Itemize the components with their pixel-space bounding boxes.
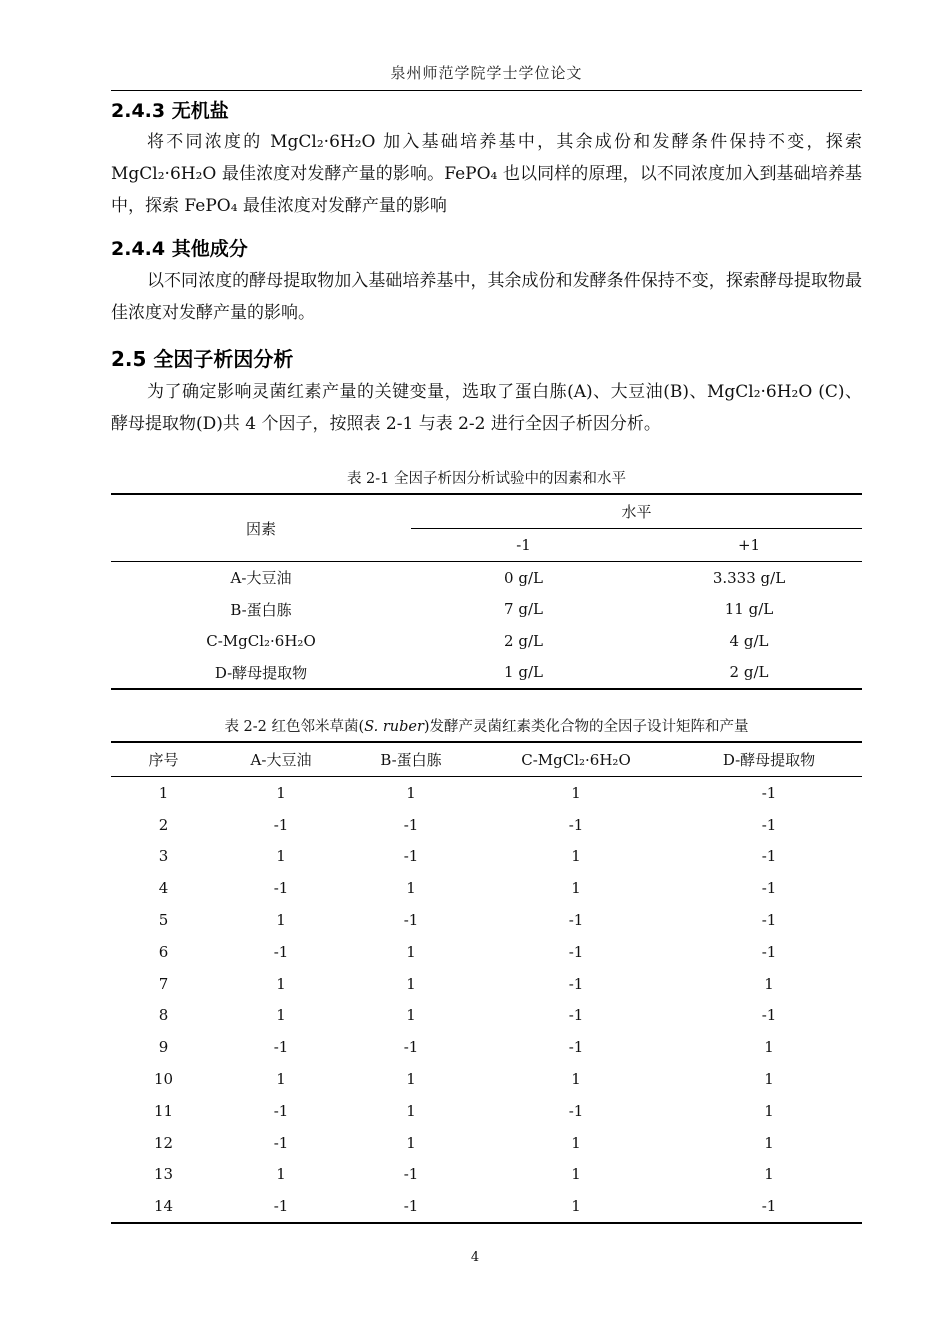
table2-caption-species: S. ruber <box>364 719 424 735</box>
table-cell: 1 <box>476 1190 676 1223</box>
table-cell: -1 <box>676 1190 862 1223</box>
table-cell: 1 <box>764 1133 774 1152</box>
table-cell: -1 <box>403 815 419 834</box>
table-cell: -1 <box>403 847 419 866</box>
table-cell: 1 <box>276 1165 286 1184</box>
table1-factor-header: 因素 <box>111 494 411 562</box>
factor-cell: B-蛋白胨 <box>230 600 292 619</box>
factor-cell: D-酵母提取物 <box>111 657 411 690</box>
table-cell: -1 <box>568 815 584 834</box>
table-cell: 1 <box>764 1165 774 1184</box>
table2-body <box>111 777 862 1224</box>
running-header: 泉州师范学院学士学位论文 <box>390 64 583 82</box>
table-cell: 1 <box>571 1133 581 1152</box>
table-cell: -1 <box>761 815 777 834</box>
table-row <box>111 625 862 657</box>
design-matrix-table <box>111 741 862 1224</box>
low-cell: 1 g/L <box>411 657 636 690</box>
table-cell: 1 <box>406 1133 416 1152</box>
table-cell: 1 <box>406 1070 416 1089</box>
table-cell: 1 <box>406 1006 416 1025</box>
table-row <box>111 904 862 936</box>
table-cell: -1 <box>761 879 777 898</box>
table-cell: 1 <box>406 942 416 961</box>
column-header: B-蛋白胨 <box>346 742 476 777</box>
table-row <box>111 809 862 841</box>
high-cell: 2 g/L <box>636 657 862 690</box>
table-cell: 1 <box>276 1070 286 1089</box>
table-cell: 12 <box>153 1133 174 1152</box>
table-row <box>111 1190 862 1223</box>
table-cell: -1 <box>568 942 584 961</box>
table-cell: 1 <box>571 1070 581 1089</box>
table2-header-row <box>111 742 862 777</box>
table-cell: -1 <box>761 942 777 961</box>
page-number: 4 <box>470 1250 480 1265</box>
table-cell: -1 <box>346 1190 476 1223</box>
low-cell: 7 g/L <box>504 600 543 619</box>
table1-level-header: 水平 <box>411 494 862 529</box>
column-header: 序号 <box>111 742 216 777</box>
table-row <box>111 1159 862 1191</box>
table-row <box>111 1031 862 1063</box>
table-cell: 13 <box>153 1165 174 1184</box>
heading-2-4-4: 2.4.4 其他成分 <box>111 238 248 260</box>
factor-cell: C-MgCl₂·6H₂O <box>206 631 316 650</box>
header-rule <box>111 90 862 91</box>
table-cell: -1 <box>761 911 777 930</box>
table-cell: 1 <box>764 1038 774 1057</box>
table-cell: 4 <box>158 879 169 898</box>
table-cell: -1 <box>403 1038 419 1057</box>
table-cell: -1 <box>273 942 289 961</box>
table-cell: 9 <box>158 1038 169 1057</box>
table-cell: -1 <box>403 1165 419 1184</box>
table-row <box>111 841 862 873</box>
table-cell: 8 <box>158 1006 169 1025</box>
table-cell: 1 <box>276 911 286 930</box>
table-row <box>111 872 862 904</box>
table-cell: 2 <box>158 815 169 834</box>
table-cell: 1 <box>276 974 286 993</box>
low-cell: 2 g/L <box>504 631 543 650</box>
table-row <box>111 1127 862 1159</box>
table-cell: 10 <box>153 1070 174 1089</box>
table-cell: 6 <box>158 942 169 961</box>
table-cell: 14 <box>111 1190 216 1223</box>
table-cell: 1 <box>764 974 774 993</box>
table-cell: -1 <box>568 911 584 930</box>
paragraph-2-5: 为了确定影响灵菌红素产量的关键变量，选取了蛋白胨(A)、大豆油(B)、MgCl₂·6H₂O (C)、酵母提取物(D)共 4 个因子，按照表 2-1 与表 2-2 进行全因子析因分析。 <box>111 382 862 434</box>
high-cell: 4 g/L <box>729 631 769 650</box>
table-cell: 5 <box>158 911 169 930</box>
table-cell: -1 <box>761 1006 777 1025</box>
table-row <box>111 1095 862 1127</box>
table-cell: 1 <box>406 783 416 802</box>
table-cell: 1 <box>276 1006 286 1025</box>
table-cell: 1 <box>571 783 581 802</box>
table1-high-header: +1 <box>636 529 862 562</box>
table-cell: 11 <box>153 1101 174 1120</box>
table-cell: 7 <box>158 974 169 993</box>
table-row <box>111 968 862 1000</box>
table-cell: -1 <box>273 815 289 834</box>
table-cell: 1 <box>158 783 169 802</box>
table-cell: -1 <box>761 847 777 866</box>
table-row <box>111 936 862 968</box>
table-cell: 1 <box>406 1101 416 1120</box>
column-header: D-酵母提取物 <box>676 742 862 777</box>
table-cell: 1 <box>406 879 416 898</box>
table2-caption-pre: 表 2-2 红色邻米草菌( <box>224 719 365 735</box>
table-cell: 1 <box>276 847 286 866</box>
table2-caption-post: )发酵产灵菌红素类化合物的全因子设计矩阵和产量 <box>423 719 749 735</box>
table-cell: 1 <box>571 1165 581 1184</box>
table-cell: 3 <box>158 847 169 866</box>
table-cell: 1 <box>764 1101 774 1120</box>
high-cell: 3.333 g/L <box>636 562 862 594</box>
table-cell: -1 <box>403 911 419 930</box>
table-cell: 1 <box>571 879 581 898</box>
heading-2-4-3: 2.4.3 无机盐 <box>111 100 229 122</box>
table-cell: -1 <box>273 879 289 898</box>
table-row <box>111 594 862 626</box>
table1-header-row <box>111 494 862 529</box>
table-cell: -1 <box>568 1038 584 1057</box>
table-cell: -1 <box>273 1133 289 1152</box>
table-cell: -1 <box>273 1101 289 1120</box>
column-header: C-MgCl₂·6H₂O <box>476 742 676 777</box>
factor-cell: A-大豆油 <box>111 562 411 594</box>
table-row <box>111 1000 862 1032</box>
low-cell: 0 g/L <box>411 562 636 594</box>
table-cell: -1 <box>568 1101 584 1120</box>
table-cell: 1 <box>406 974 416 993</box>
paragraph-2-4-4: 以不同浓度的酵母提取物加入基础培养基中，其余成份和发酵条件保持不变，探索酵母提取物最佳浓度对发酵产量的影响。 <box>111 271 862 323</box>
table2-caption <box>111 715 862 736</box>
table-row <box>111 562 862 594</box>
table-row <box>111 1063 862 1095</box>
table1-low-header: -1 <box>411 529 636 562</box>
table-row <box>111 657 862 690</box>
table-row <box>111 777 862 809</box>
table-cell: -1 <box>216 1190 346 1223</box>
table-cell: -1 <box>568 974 584 993</box>
column-header: A-大豆油 <box>216 742 346 777</box>
table-cell: -1 <box>568 1006 584 1025</box>
heading-2-5: 2.5 全因子析因分析 <box>111 347 294 371</box>
table-cell: -1 <box>273 1038 289 1057</box>
table-cell: 1 <box>571 847 581 866</box>
factor-level-table <box>111 493 862 690</box>
table1-caption: 表 2-1 全因子析因分析试验中的因素和水平 <box>346 471 627 487</box>
high-cell: 11 g/L <box>724 600 774 619</box>
paragraph-2-4-3: 将不同浓度的 MgCl₂·6H₂O 加入基础培养基中，其余成份和发酵条件保持不变，探索 MgCl₂·6H₂O 最佳浓度对发酵产量的影响。FePO₄ 也以同样的原理，以不同浓度加入到基础培养基中，探索 FePO₄ 最佳浓度对发酵产量的影响 <box>111 132 862 216</box>
table-cell: 1 <box>764 1070 774 1089</box>
table-cell: 1 <box>276 783 286 802</box>
table-cell: -1 <box>761 783 777 802</box>
